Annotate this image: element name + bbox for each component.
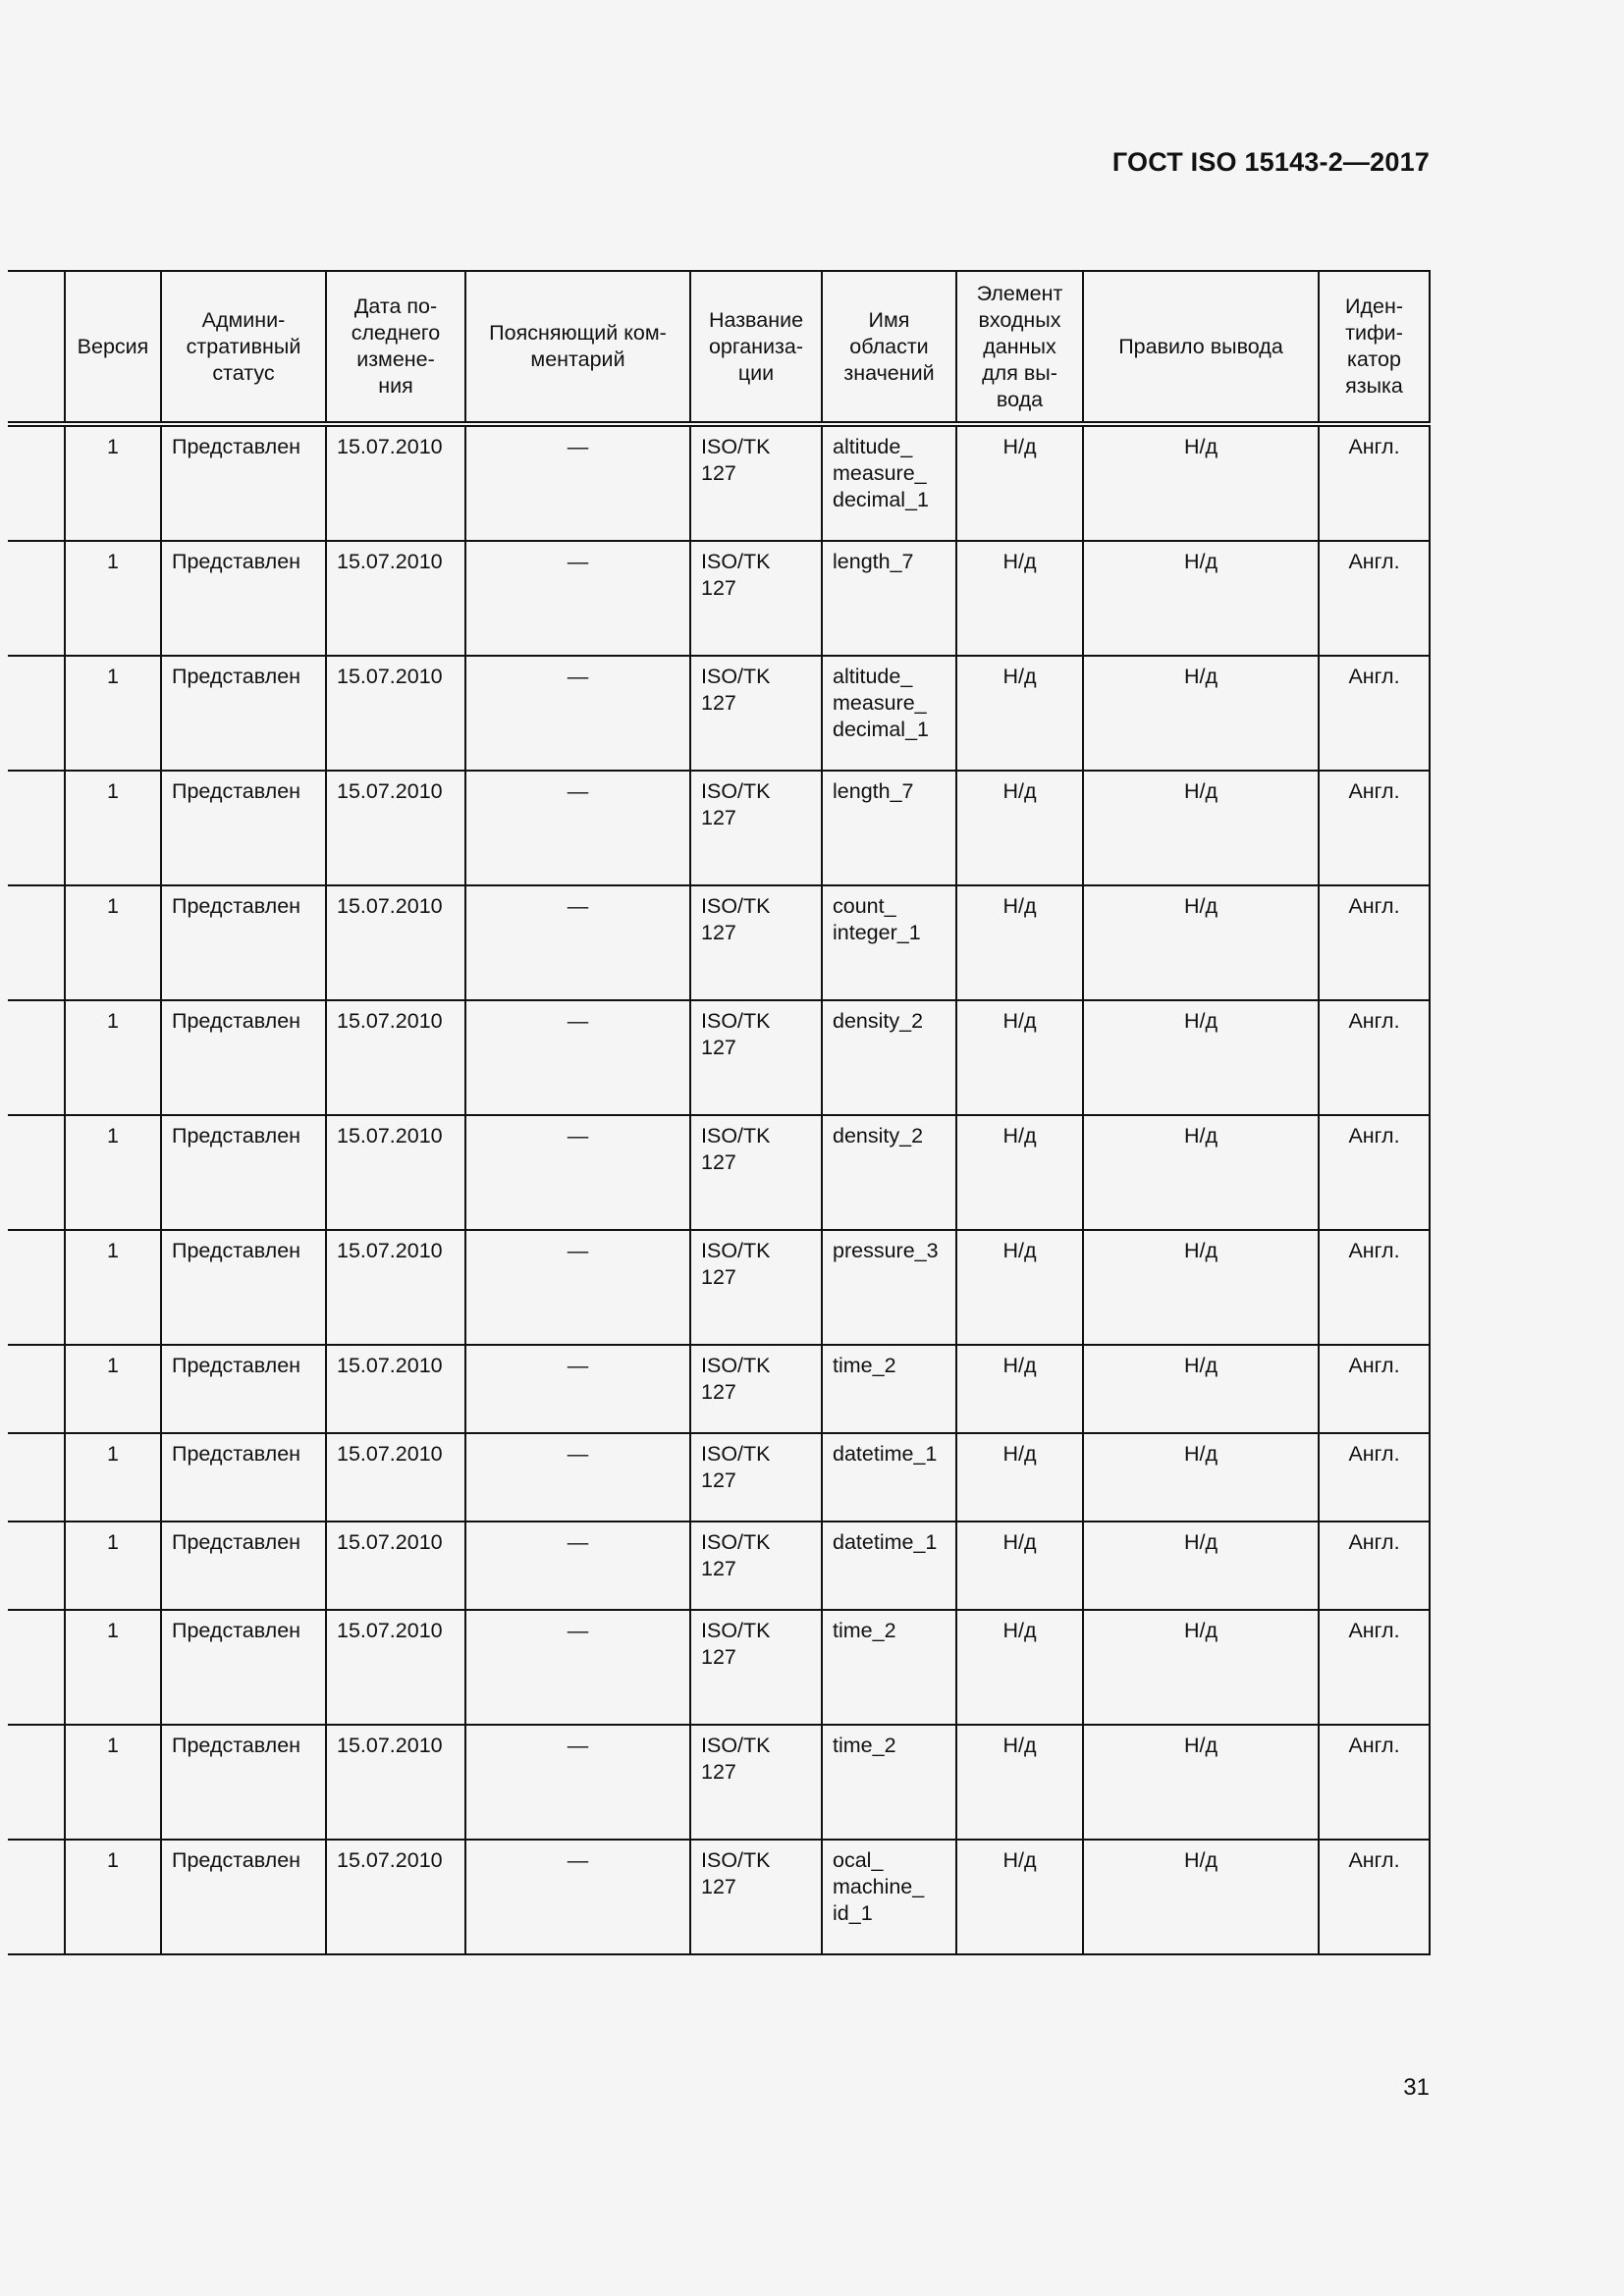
table-row (8, 424, 1430, 541)
cell-version: 1 (65, 771, 161, 885)
cell-domain: pressure_3 (822, 1230, 956, 1345)
cell-lang: Англ. (1319, 1000, 1430, 1115)
cell-rule: Н/д (1083, 885, 1319, 1000)
table-row (8, 1725, 1430, 1840)
cell-version: 1 (65, 1000, 161, 1115)
row-stub-cell (8, 1522, 65, 1610)
cell-comment: — (465, 1230, 690, 1345)
cell-lang: Англ. (1319, 1433, 1430, 1522)
cell-date: 15.07.2010 (326, 424, 465, 541)
cell-rule: Н/д (1083, 656, 1319, 771)
cell-domain: density_2 (822, 1115, 956, 1230)
column-header-comment: Поясняющий ком- ментарий (465, 271, 690, 424)
cell-lang: Англ. (1319, 1840, 1430, 1954)
cell-org: ISO/TK 127 (690, 656, 822, 771)
cell-comment: — (465, 1433, 690, 1522)
cell-status: Представлен (161, 1433, 326, 1522)
row-stub-cell (8, 541, 65, 656)
cell-status: Представлен (161, 1115, 326, 1230)
cell-input: Н/д (956, 771, 1083, 885)
cell-input: Н/д (956, 1610, 1083, 1725)
cell-version: 1 (65, 885, 161, 1000)
cell-date: 15.07.2010 (326, 885, 465, 1000)
cell-version: 1 (65, 1522, 161, 1610)
table-row (8, 1610, 1430, 1725)
row-stub-cell (8, 1840, 65, 1954)
cell-org: ISO/TK 127 (690, 1840, 822, 1954)
cell-domain: altitude_ measure_ decimal_1 (822, 424, 956, 541)
cell-domain: length_7 (822, 541, 956, 656)
cell-date: 15.07.2010 (326, 1840, 465, 1954)
cell-comment: — (465, 1725, 690, 1840)
cell-date: 15.07.2010 (326, 1610, 465, 1725)
cell-version: 1 (65, 1725, 161, 1840)
cell-rule: Н/д (1083, 1840, 1319, 1954)
cell-domain: ocal_ machine_ id_1 (822, 1840, 956, 1954)
cell-input: Н/д (956, 541, 1083, 656)
cell-status: Представлен (161, 1230, 326, 1345)
cell-status: Представлен (161, 1000, 326, 1115)
cell-lang: Англ. (1319, 1345, 1430, 1433)
column-header-admin-status: Админи- стративный статус (161, 271, 326, 424)
table-row (8, 1115, 1430, 1230)
cell-domain: datetime_1 (822, 1522, 956, 1610)
column-header-language-id: Иден- тифи- катор языка (1319, 271, 1430, 424)
document-id: ГОСТ ISO 15143-2—2017 (1111, 147, 1430, 177)
cell-version: 1 (65, 1345, 161, 1433)
cell-version: 1 (65, 656, 161, 771)
cell-org: ISO/TK 127 (690, 1115, 822, 1230)
column-header-derivation-rule: Правило вывода (1083, 271, 1319, 424)
cell-rule: Н/д (1083, 771, 1319, 885)
table-row (8, 1230, 1430, 1345)
cell-lang: Англ. (1319, 424, 1430, 541)
cell-status: Представлен (161, 1610, 326, 1725)
cell-org: ISO/TK 127 (690, 1000, 822, 1115)
cell-status: Представлен (161, 1522, 326, 1610)
cell-comment: — (465, 771, 690, 885)
cell-input: Н/д (956, 1230, 1083, 1345)
row-stub-cell (8, 1000, 65, 1115)
cell-org: ISO/TK 127 (690, 1725, 822, 1840)
cell-input: Н/д (956, 1522, 1083, 1610)
cell-comment: — (465, 1522, 690, 1610)
cell-input: Н/д (956, 1000, 1083, 1115)
cell-input: Н/д (956, 424, 1083, 541)
cell-lang: Англ. (1319, 885, 1430, 1000)
cell-lang: Англ. (1319, 1522, 1430, 1610)
cell-lang: Англ. (1319, 1610, 1430, 1725)
cell-org: ISO/TK 127 (690, 1522, 822, 1610)
cell-rule: Н/д (1083, 424, 1319, 541)
cell-rule: Н/д (1083, 1230, 1319, 1345)
cell-input: Н/д (956, 1115, 1083, 1230)
cell-lang: Англ. (1319, 1725, 1430, 1840)
table-row (8, 1000, 1430, 1115)
cell-rule: Н/д (1083, 1000, 1319, 1115)
table-row (8, 541, 1430, 656)
cell-version: 1 (65, 1230, 161, 1345)
cell-rule: Н/д (1083, 1725, 1319, 1840)
cell-lang: Англ. (1319, 1230, 1430, 1345)
cell-lang: Англ. (1319, 541, 1430, 656)
cell-lang: Англ. (1319, 1115, 1430, 1230)
row-stub-cell (8, 1230, 65, 1345)
cell-rule: Н/д (1083, 1610, 1319, 1725)
table-row (8, 771, 1430, 885)
cell-date: 15.07.2010 (326, 1345, 465, 1433)
cell-comment: — (465, 1840, 690, 1954)
cell-domain: time_2 (822, 1725, 956, 1840)
row-stub-cell (8, 1433, 65, 1522)
cell-domain: length_7 (822, 771, 956, 885)
cell-org: ISO/TK 127 (690, 771, 822, 885)
cell-status: Представлен (161, 1345, 326, 1433)
table-row (8, 1433, 1430, 1522)
cell-date: 15.07.2010 (326, 1522, 465, 1610)
cell-input: Н/д (956, 656, 1083, 771)
cell-version: 1 (65, 1433, 161, 1522)
cell-rule: Н/д (1083, 1345, 1319, 1433)
row-stub-cell (8, 771, 65, 885)
row-stub-cell (8, 424, 65, 541)
cell-org: ISO/TK 127 (690, 1230, 822, 1345)
cell-status: Представлен (161, 541, 326, 656)
cell-version: 1 (65, 1115, 161, 1230)
cell-comment: — (465, 424, 690, 541)
row-stub-cell (8, 1345, 65, 1433)
table-header-row (8, 271, 1430, 424)
table-row (8, 1345, 1430, 1433)
cell-rule: Н/д (1083, 1115, 1319, 1230)
table-row (8, 885, 1430, 1000)
cell-lang: Англ. (1319, 771, 1430, 885)
cell-date: 15.07.2010 (326, 1230, 465, 1345)
cell-domain: count_ integer_1 (822, 885, 956, 1000)
cell-input: Н/д (956, 1725, 1083, 1840)
column-header-stub (8, 271, 65, 424)
cell-comment: — (465, 1000, 690, 1115)
cell-rule: Н/д (1083, 1522, 1319, 1610)
row-stub-cell (8, 1610, 65, 1725)
cell-org: ISO/TK 127 (690, 885, 822, 1000)
column-header-last-change-date: Дата по- следнего измене- ния (326, 271, 465, 424)
cell-rule: Н/д (1083, 1433, 1319, 1522)
table-row (8, 656, 1430, 771)
cell-org: ISO/TK 127 (690, 1433, 822, 1522)
cell-status: Представлен (161, 1725, 326, 1840)
cell-input: Н/д (956, 1345, 1083, 1433)
cell-status: Представлен (161, 885, 326, 1000)
table-body (8, 424, 1430, 1954)
cell-comment: — (465, 1115, 690, 1230)
cell-version: 1 (65, 1610, 161, 1725)
cell-input: Н/д (956, 1840, 1083, 1954)
cell-input: Н/д (956, 885, 1083, 1000)
cell-rule: Н/д (1083, 541, 1319, 656)
cell-date: 15.07.2010 (326, 1725, 465, 1840)
cell-date: 15.07.2010 (326, 656, 465, 771)
column-header-value-domain-name: Имя области значений (822, 271, 956, 424)
cell-version: 1 (65, 1840, 161, 1954)
cell-comment: — (465, 656, 690, 771)
cell-date: 15.07.2010 (326, 541, 465, 656)
column-header-organization-name: Название организа- ции (690, 271, 822, 424)
cell-domain: altitude_ measure_ decimal_1 (822, 656, 956, 771)
cell-comment: — (465, 885, 690, 1000)
row-stub-cell (8, 1115, 65, 1230)
cell-domain: datetime_1 (822, 1433, 956, 1522)
cell-version: 1 (65, 424, 161, 541)
table-row (8, 1840, 1430, 1954)
cell-lang: Англ. (1319, 656, 1430, 771)
data-table (8, 270, 1431, 1955)
cell-org: ISO/TK 127 (690, 1610, 822, 1725)
cell-date: 15.07.2010 (326, 771, 465, 885)
cell-org: ISO/TK 127 (690, 1345, 822, 1433)
cell-comment: — (465, 541, 690, 656)
cell-status: Представлен (161, 771, 326, 885)
row-stub-cell (8, 656, 65, 771)
cell-status: Представлен (161, 656, 326, 771)
column-header-derivation-input: Элемент входных данных для вы- вода (956, 271, 1083, 424)
cell-date: 15.07.2010 (326, 1115, 465, 1230)
cell-date: 15.07.2010 (326, 1433, 465, 1522)
cell-org: ISO/TK 127 (690, 541, 822, 656)
cell-domain: time_2 (822, 1610, 956, 1725)
table-row (8, 1522, 1430, 1610)
cell-comment: — (465, 1610, 690, 1725)
cell-domain: time_2 (822, 1345, 956, 1433)
column-header-version: Версия (65, 271, 161, 424)
cell-status: Представлен (161, 424, 326, 541)
row-stub-cell (8, 1725, 65, 1840)
cell-domain: density_2 (822, 1000, 956, 1115)
row-stub-cell (8, 885, 65, 1000)
cell-status: Представлен (161, 1840, 326, 1954)
cell-input: Н/д (956, 1433, 1083, 1522)
page-number: 31 (1403, 2074, 1430, 2101)
cell-org: ISO/TK 127 (690, 424, 822, 541)
cell-date: 15.07.2010 (326, 1000, 465, 1115)
cell-version: 1 (65, 541, 161, 656)
cell-comment: — (465, 1345, 690, 1433)
